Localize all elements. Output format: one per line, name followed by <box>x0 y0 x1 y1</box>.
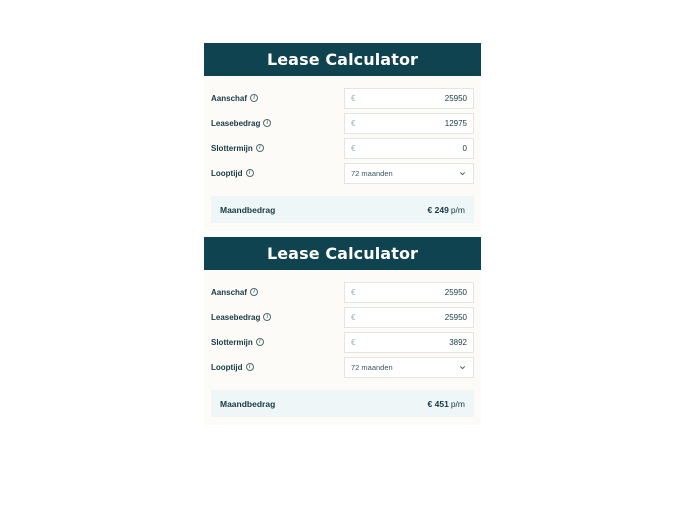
currency-symbol: € <box>351 118 356 128</box>
field-label-group <box>211 119 271 128</box>
calculator-bottom-spacer <box>211 223 474 231</box>
info-icon[interactable]: i <box>246 169 254 177</box>
field-label-group <box>211 363 254 372</box>
looptijd-select[interactable] <box>344 163 474 184</box>
calculator-title: Lease Calculator <box>266 244 419 263</box>
field-label-group <box>211 169 254 178</box>
leasebedrag-input[interactable] <box>344 113 474 134</box>
calculator-bottom-spacer <box>211 417 474 425</box>
calculator-body <box>204 76 481 231</box>
field-label-group <box>211 94 258 103</box>
monthly-amount-value: € 249 <box>427 204 449 215</box>
field-label: Slottermijn <box>211 337 253 347</box>
row-looptijd <box>211 356 474 378</box>
input-value[interactable]: 12975 <box>444 118 467 128</box>
field-label: Aanschaf <box>211 93 248 103</box>
currency-symbol: € <box>351 337 356 347</box>
info-icon[interactable]: i <box>246 363 254 371</box>
row-aanschaf <box>211 281 474 303</box>
slottermijn-input[interactable] <box>344 332 474 353</box>
currency-symbol: € <box>351 93 356 103</box>
monthly-amount-value: € 451 <box>427 398 449 409</box>
chevron-down-icon <box>458 169 467 178</box>
lease-calculator-2 <box>204 237 481 425</box>
monthly-amount-unit: p/m <box>450 204 465 215</box>
field-label: Aanschaf <box>211 287 248 297</box>
input-value[interactable]: 25950 <box>444 287 467 297</box>
currency-symbol: € <box>351 143 356 153</box>
chevron-down-icon <box>458 363 467 372</box>
row-leasebedrag <box>211 306 474 328</box>
aanschaf-input[interactable] <box>344 282 474 303</box>
row-slottermijn <box>211 137 474 159</box>
info-icon[interactable]: i <box>263 313 271 321</box>
calculator-header <box>204 237 481 270</box>
info-icon[interactable]: i <box>256 338 264 346</box>
input-value[interactable]: 0 <box>462 143 467 153</box>
lease-calculator-1 <box>204 43 481 231</box>
row-aanschaf <box>211 87 474 109</box>
info-icon[interactable]: i <box>250 288 258 296</box>
field-label: Leasebedrag <box>211 118 261 128</box>
currency-symbol: € <box>351 312 356 322</box>
currency-symbol: € <box>351 287 356 297</box>
calculator-header <box>204 43 481 76</box>
info-icon[interactable]: i <box>250 94 258 102</box>
input-value[interactable]: 25950 <box>444 312 467 322</box>
aanschaf-input[interactable] <box>344 88 474 109</box>
monthly-amount <box>428 205 465 215</box>
result-bar <box>211 196 474 223</box>
field-label: Looptijd <box>211 168 243 178</box>
input-value[interactable]: 3892 <box>449 337 467 347</box>
field-label: Leasebedrag <box>211 312 261 322</box>
select-value: 72 maanden <box>351 168 393 178</box>
slottermijn-input[interactable] <box>344 138 474 159</box>
field-label: Looptijd <box>211 362 243 372</box>
row-slottermijn <box>211 331 474 353</box>
field-label-group <box>211 144 264 153</box>
row-looptijd <box>211 162 474 184</box>
looptijd-select[interactable] <box>344 357 474 378</box>
calculator-title: Lease Calculator <box>266 50 419 69</box>
field-label: Slottermijn <box>211 143 253 153</box>
select-value: 72 maanden <box>351 362 393 372</box>
leasebedrag-input[interactable] <box>344 307 474 328</box>
input-value[interactable]: 25950 <box>444 93 467 103</box>
result-bar <box>211 390 474 417</box>
field-label-group <box>211 288 258 297</box>
result-label: Maandbedrag <box>220 204 276 215</box>
monthly-amount-unit: p/m <box>450 398 465 409</box>
row-leasebedrag <box>211 112 474 134</box>
monthly-amount <box>428 399 465 409</box>
info-icon[interactable]: i <box>263 119 271 127</box>
field-label-group <box>211 313 271 322</box>
field-label-group <box>211 338 264 347</box>
info-icon[interactable]: i <box>256 144 264 152</box>
calculator-body <box>204 270 481 425</box>
result-label: Maandbedrag <box>220 398 276 409</box>
